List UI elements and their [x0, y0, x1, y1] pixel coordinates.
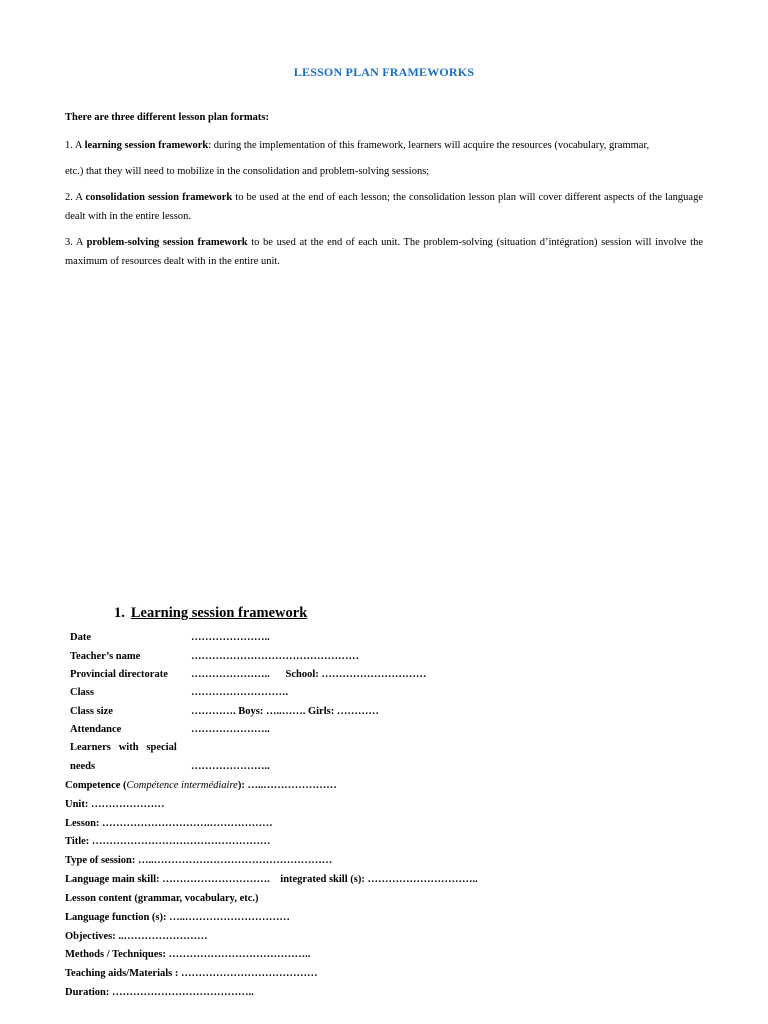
format-3-description: to be used at the end of each unit. The problem-solving (situation d’intégration) session will involve the maximum of resources dealt with in the entire unit. [65, 237, 703, 267]
format-3-name: problem-solving session framework [86, 237, 248, 248]
field-special-needs-label: Learners with special [70, 742, 177, 753]
field-provincial-label: Provincial directorate [70, 669, 168, 680]
field-attendance-label: Attendance [70, 724, 122, 735]
field-class-value: ………………………. [191, 687, 289, 698]
field-special-needs-label-cont: needs [70, 761, 96, 772]
field-provincial-value: ………………….. School: ………………………… [191, 669, 427, 680]
section-title: Learning session framework [130, 605, 308, 621]
competence-label: Competence ( [65, 780, 127, 791]
field-class-size-value: …………. Boys: …..……. Girls: ………… [191, 706, 379, 717]
field-attendance-value: ………………….. [191, 724, 270, 735]
field-date-value: ………………….. [191, 632, 270, 643]
format-2-name: consolidation session framework [85, 192, 233, 203]
format-1-paragraph-cont [65, 162, 703, 181]
field-teacher-value: ………………………………………… [191, 651, 359, 662]
field-function-text: Language function (s): …..………………………… [65, 912, 290, 923]
format-1-number: 1. A [65, 140, 85, 151]
format-3-paragraph [65, 233, 703, 271]
field-duration-text: Duration: ………………………………….. [65, 987, 254, 998]
format-1-name: learning session framework [84, 140, 209, 151]
field-content-text: Lesson content (grammar, vocabulary, etc.) [65, 893, 259, 904]
field-skill-text: Language main skill: …………………………. integrated skill (s): ………………………….. [65, 874, 478, 885]
format-3-number: 3. A [65, 237, 87, 248]
format-1-description: : during the implementation of this framework, learners will acquire the resources (vocabulary, grammar, [208, 140, 650, 151]
section-heading [114, 605, 307, 622]
format-2-paragraph [65, 188, 703, 226]
field-class-label: Class [70, 687, 94, 698]
field-objectives-text: Objectives: ..…………………… [65, 931, 208, 942]
field-special-needs-value: ………………….. [191, 761, 270, 772]
page-title: LESSON PLAN FRAMEWORKS [293, 65, 475, 79]
field-type-text: Type of session: …..…………………………………………… [65, 855, 333, 866]
field-competence-text [65, 779, 337, 793]
format-1-paragraph [65, 136, 703, 155]
field-lesson-text: Lesson: ………………………….……………… [65, 818, 273, 829]
format-2-description: to be used at the end of each lesson; the consolidation lesson plan will cover different aspects of the language dealt with in the entire lesson. [65, 192, 703, 222]
field-teacher-label: Teacher’s name [70, 651, 141, 662]
field-date-label: Date [70, 632, 91, 643]
format-1-description-cont: etc.) that they will need to mobilize in the consolidation and problem-solving sessions; [65, 166, 430, 177]
competence-french: Compétence intermédiaire [126, 780, 238, 791]
field-unit-text: Unit: ………………… [65, 799, 165, 810]
field-title-text: Title: …………………………………………… [65, 836, 271, 847]
field-methods-text: Methods / Techniques: ………………………………….. [65, 949, 311, 960]
competence-value: ): …..………………… [237, 780, 337, 791]
format-2-number: 2. A [65, 192, 86, 203]
field-aids-text: Teaching aids/Materials : ………………………………… [65, 968, 318, 979]
intro-text: There are three different lesson plan formats: [65, 112, 269, 123]
field-class-size-label: Class size [70, 706, 113, 717]
section-number: 1. [114, 605, 125, 621]
